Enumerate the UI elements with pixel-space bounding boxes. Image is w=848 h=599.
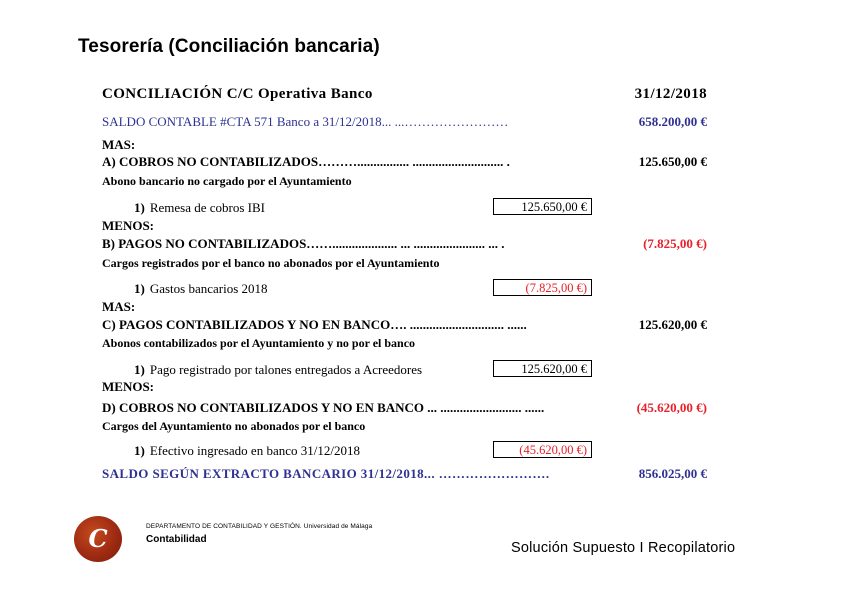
saldo-extracto-label: SALDO SEGÚN EXTRACTO BANCARIO 31/12/2018... …………………….	[102, 466, 550, 481]
university-logo	[74, 516, 122, 562]
section-d-item-label: Efectivo ingresado en banco 31/12/2018	[149, 443, 360, 458]
section-a-item-amount: 125.650,00 €	[493, 198, 592, 215]
section-a-desc: Abono bancario no cargado por el Ayuntamiento	[102, 174, 352, 188]
section-c-item	[134, 362, 422, 378]
section-d-sign: MENOS:	[102, 379, 154, 394]
section-c-item-amount: 125.620,00 €	[493, 360, 592, 377]
section-b-item-amount: (7.825,00 €)	[493, 279, 592, 296]
section-a-item	[134, 200, 265, 216]
section-c-heading: C) PAGOS CONTABILIZADOS Y NO EN BANCO…. ............................. ......	[102, 317, 527, 332]
logo-letter: C	[88, 524, 108, 553]
section-a-heading: A) COBROS NO CONTABILIZADOS………................ ............................ .	[102, 154, 510, 169]
section-d-heading: D) COBROS NO CONTABILIZADOS Y NO EN BANCO ... ......................... ......	[102, 400, 545, 415]
section-b-item-num: 1)	[134, 281, 145, 296]
section-d-item-amount: (45.620,00 €)	[493, 441, 592, 458]
section-b-sign: MENOS:	[102, 218, 154, 233]
section-a-item-num: 1)	[134, 200, 145, 215]
section-c-sign: MAS:	[102, 299, 136, 314]
section-d-amount: (45.620,00 €)	[636, 400, 707, 415]
section-d-desc: Cargos del Ayuntamiento no abonados por el banco	[102, 419, 366, 433]
section-b-heading: B) PAGOS NO CONTABILIZADOS…….................... ... ...................... ... .	[102, 236, 505, 251]
department-name: DEPARTAMENTO DE CONTABILIDAD Y GESTIÓN. Universidad de Málaga	[146, 523, 373, 530]
section-b-amount: (7.825,00 €)	[643, 236, 707, 251]
section-d-item-num: 1)	[134, 443, 145, 458]
page-title: Tesorería (Conciliación bancaria)	[78, 36, 380, 57]
saldo-extracto-amount: 856.025,00 €	[638, 466, 707, 481]
section-c-item-num: 1)	[134, 362, 145, 377]
section-c-item-label: Pago registrado por talones entregados a Acreedores	[149, 362, 423, 377]
section-b-desc: Cargos registrados por el banco no abonados por el Ayuntamiento	[102, 256, 440, 270]
section-c-desc: Abonos contabilizados por el Ayuntamiento y no por el banco	[102, 336, 416, 350]
reconciliation-date: 31/12/2018	[634, 86, 707, 102]
section-a-sign: MAS:	[102, 137, 136, 152]
section-a-amount: 125.650,00 €	[638, 154, 707, 169]
reconciliation-header: CONCILIACIÓN C/C Operativa Banco	[102, 86, 373, 102]
saldo-contable-amount: 658.200,00 €	[638, 114, 707, 129]
section-c-amount: 125.620,00 €	[638, 317, 707, 332]
section-d-item	[134, 443, 360, 459]
section-b-item-label: Gastos bancarios 2018	[149, 281, 268, 296]
section-a-item-label: Remesa de cobros IBI	[149, 200, 266, 215]
section-b-item	[134, 281, 268, 297]
footer-text: Solución Supuesto I Recopilatorio	[511, 540, 736, 556]
saldo-contable-label: SALDO CONTABLE #CTA 571 Banco a 31/12/2018... ...……………………	[102, 114, 509, 129]
department-subject: Contabilidad	[146, 534, 207, 545]
